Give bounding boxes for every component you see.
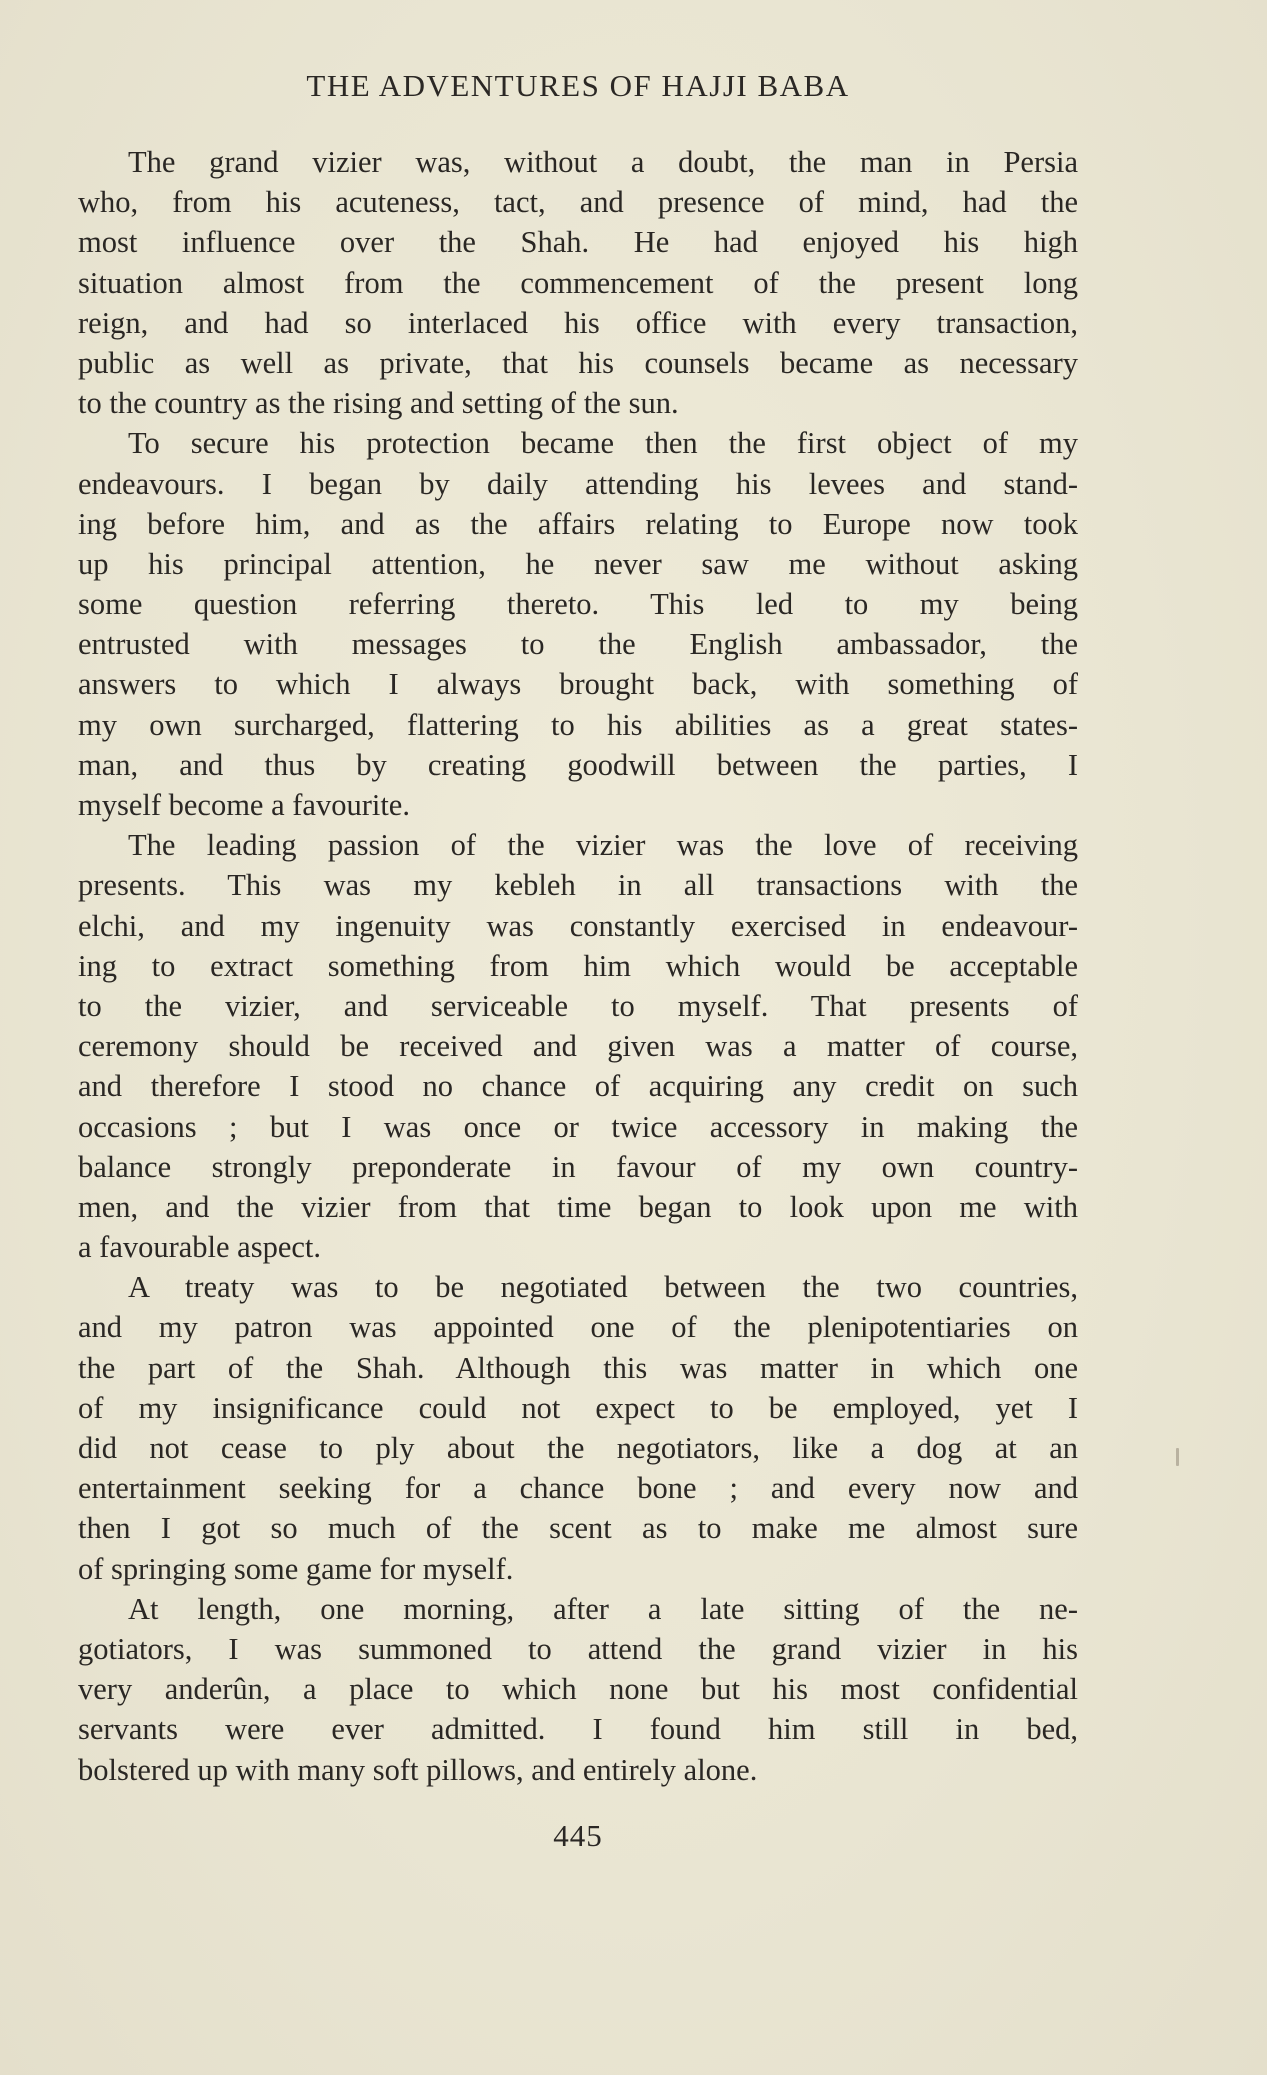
- text-line: and my patron was appointed one of the plenipotentiaries on: [78, 1310, 1078, 1345]
- text-line: very anderûn, a place to which none but his most confidential: [78, 1672, 1078, 1707]
- text-line: public as well as private, that his counsels became as necessary: [78, 345, 1078, 380]
- paragraph-3: [78, 825, 1078, 1267]
- text-line: to the vizier, and serviceable to myself. That presents of: [78, 988, 1078, 1023]
- text-line: of springing some game for myself.: [78, 1551, 514, 1586]
- text-line: bolstered up with many soft pillows, and entirely alone.: [78, 1752, 758, 1787]
- body-text: [78, 142, 1078, 1790]
- text-line: entertainment seeking for a chance bone ; and every now and: [78, 1471, 1078, 1506]
- text-line: balance strongly preponderate in favour of my own country-: [78, 1149, 1078, 1184]
- page-number: 445: [553, 1818, 603, 1853]
- paragraph-4: [78, 1267, 1078, 1589]
- text-line: The leading passion of the vizier was the love of receiving: [128, 828, 1078, 863]
- running-head: THE ADVENTURES OF HAJJI BABA: [306, 68, 850, 103]
- text-line: men, and the vizier from that time began to look upon me with: [78, 1189, 1078, 1224]
- text-line: some question referring thereto. This led to my being: [78, 587, 1078, 622]
- text-line: my own surcharged, flattering to his abilities as a great states-: [78, 707, 1078, 742]
- text-line: At length, one morning, after a late sitting of the ne-: [128, 1591, 1078, 1626]
- text-line: the part of the Shah. Although this was matter in which one: [78, 1350, 1078, 1385]
- text-line: myself become a favourite.: [78, 788, 410, 822]
- text-line: reign, and had so interlaced his office with every transaction,: [78, 305, 1078, 340]
- text-line: did not cease to ply about the negotiators, like a dog at an: [78, 1431, 1078, 1465]
- text-line: occasions ; but I was once or twice accessory in making the: [78, 1109, 1078, 1144]
- text-line: to the country as the rising and setting of the sun.: [78, 386, 679, 421]
- text-line: up his principal attention, he never saw me without asking: [78, 546, 1078, 581]
- paragraph-1: [78, 142, 1078, 423]
- paragraph-5: [78, 1589, 1078, 1790]
- text-line: who, from his acuteness, tact, and presence of mind, had the: [78, 185, 1078, 220]
- text-line: endeavours. I began by daily attending his levees and stand-: [78, 466, 1078, 501]
- text-line: servants were ever admitted. I found him still in bed,: [78, 1712, 1078, 1747]
- text-line: presents. This was my kebleh in all transactions with the: [78, 868, 1078, 903]
- text-line: elchi, and my ingenuity was constantly exercised in endeavour-: [78, 908, 1078, 943]
- text-line: a favourable aspect.: [78, 1230, 322, 1265]
- text-line: of my insignificance could not expect to be employed, yet I: [78, 1390, 1078, 1425]
- text-line: ing to extract something from him which would be acceptable: [78, 948, 1078, 983]
- text-line: then I got so much of the scent as to make me almost sure: [78, 1511, 1078, 1546]
- text-line: and therefore I stood no chance of acquiring any credit on such: [78, 1069, 1078, 1104]
- paragraph-2: [78, 423, 1078, 825]
- text-line: answers to which I always brought back, with something of: [78, 667, 1078, 702]
- text-line: most influence over the Shah. He had enjoyed his high: [78, 225, 1078, 260]
- text-line: To secure his protection became then the first object of my: [128, 426, 1078, 461]
- margin-mark: [1176, 1448, 1179, 1466]
- text-line: ceremony should be received and given was a matter of course,: [78, 1029, 1078, 1064]
- text-line: man, and thus by creating goodwill between the parties, I: [78, 747, 1078, 782]
- text-line: situation almost from the commencement of the present long: [78, 265, 1078, 300]
- text-line: entrusted with messages to the English ambassador, the: [78, 627, 1078, 662]
- text-line: The grand vizier was, without a doubt, the man in Persia: [128, 145, 1078, 179]
- text-line: A treaty was to be negotiated between the two countries,: [128, 1270, 1078, 1305]
- text-line: gotiators, I was summoned to attend the grand vizier in his: [78, 1631, 1078, 1666]
- text-line: ing before him, and as the affairs relating to Europe now took: [78, 506, 1078, 541]
